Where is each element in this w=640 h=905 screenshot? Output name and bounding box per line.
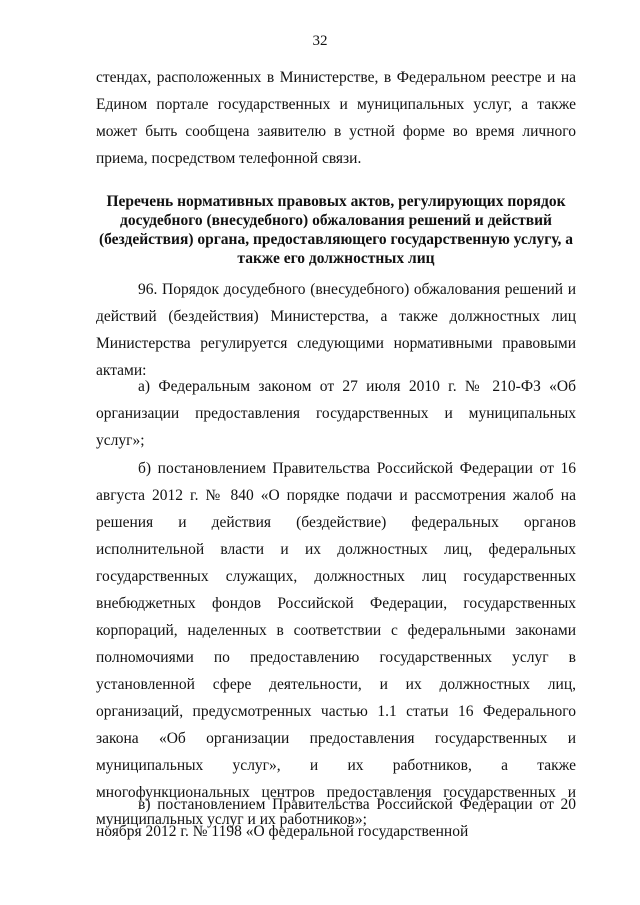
intro-paragraph: стендах, расположенных в Министерстве, в Федеральном реестре и на Едином портале государственных и муниципальных услуг, а также может быть сообщена заявителю в устной форме во время личного приема, посредством телефонной связи. [96, 69, 576, 167]
list-item-v: в) постановлением Правительства Российской Федерации от 20 ноября 2012 г. № 1198 «О федеральной государственной [96, 796, 576, 840]
paragraph-96: 96. Порядок досудебного (внесудебного) обжалования решений и действий (бездействия) Министерства, а также должностных лиц Министерства регулируется следующими нормативными правовыми актами: [96, 281, 576, 379]
list-item-a: а) Федеральным законом от 27 июля 2010 г. № 210-ФЗ «Об организации предоставления государственных и муниципальных услуг»; [96, 378, 576, 449]
section-heading: Перечень нормативных правовых актов, регулирующих порядок досудебного (внесудебного) обжалования решений и действий (бездействия) органа, предоставляющего государственную услугу, а также его должностных лиц [98, 193, 574, 267]
page-number: 32 [312, 33, 328, 49]
list-item-b: б) постановлением Правительства Российской Федерации от 16 августа 2012 г. № 840 «О порядке подачи и рассмотрения жалоб на решения и действия (бездействие) федеральных органов исполнительной власти и их должностных лиц, федеральных государственных служащих, должностных лиц государственных внебюджетных фондов Российской Федерации, государственных корпораций, наделенных в соответствии с федеральными законами полномочиями по предоставлению государственных услуг в установленной сфере деятельности, и их должностных лиц, организаций, предусмотренных частью 1.1 статьи 16 Федерального закона «Об организации предоставления государственных и муниципальных услуг», и их работников, а также многофункциональных центров предоставления государственных и муниципальных услуг и их работников»; [96, 460, 576, 828]
